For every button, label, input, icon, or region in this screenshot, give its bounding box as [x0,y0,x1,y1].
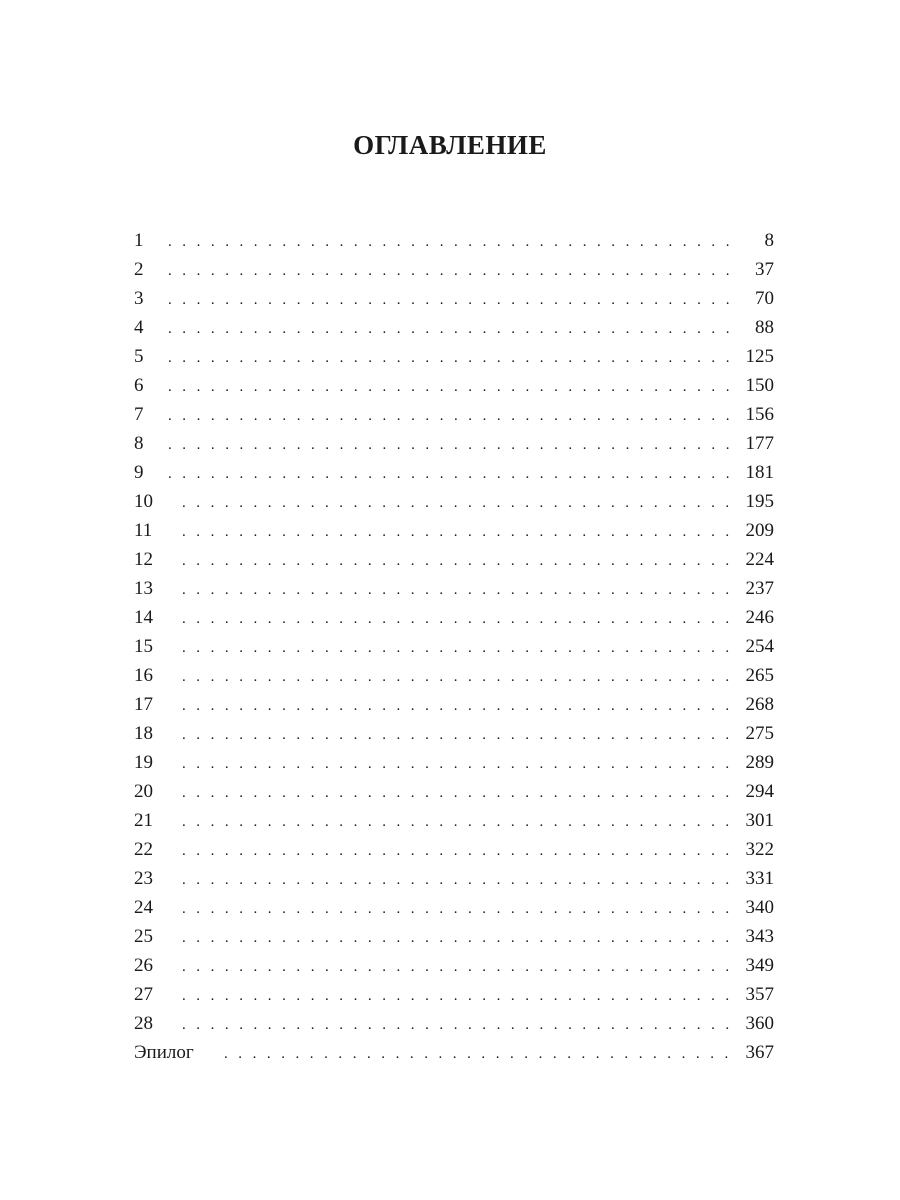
toc-dot-leader [182,808,736,837]
toc-entry-label: 12 [134,549,153,570]
toc-entry-label: 9 [134,462,144,483]
toc-entry-page-number: 125 [745,346,774,367]
toc-entry [134,748,774,777]
toc-dot-leader [168,228,736,257]
toc-entry-label: 20 [134,781,153,802]
toc-entry-page-number: 265 [745,665,774,686]
toc-entry [134,487,774,516]
toc-dot-leader [182,779,736,808]
toc-entry [134,545,774,574]
toc-dot-leader [182,982,736,1011]
table-of-contents [134,226,774,1067]
toc-entry [134,313,774,342]
toc-dot-leader [182,663,736,692]
toc-entry [134,835,774,864]
toc-entry [134,342,774,371]
toc-entry-page-number: 237 [745,578,774,599]
toc-entry-page-number: 357 [745,984,774,1005]
toc-dot-leader [168,460,736,489]
toc-entry [134,632,774,661]
toc-entry [134,400,774,429]
toc-entry [134,603,774,632]
toc-entry [134,951,774,980]
toc-entry-page-number: 181 [745,462,774,483]
toc-entry-label: 19 [134,752,153,773]
toc-dot-leader [168,402,736,431]
toc-dot-leader [182,692,736,721]
toc-entry [134,226,774,255]
toc-entry-page-number: 246 [745,607,774,628]
toc-entry [134,516,774,545]
toc-dot-leader [182,634,736,663]
toc-entry-label: 1 [134,230,144,251]
toc-entry-page-number: 209 [745,520,774,541]
toc-dot-leader [182,576,736,605]
toc-entry-label: 21 [134,810,153,831]
page-title: ОГЛАВЛЕНИЕ [353,130,547,160]
toc-dot-leader [168,315,736,344]
toc-entry-page-number: 8 [764,230,774,251]
toc-entry-page-number: 195 [745,491,774,512]
toc-entry [134,980,774,1009]
toc-dot-leader [168,373,736,402]
toc-entry-label: 10 [134,491,153,512]
toc-dot-leader [224,1040,736,1069]
toc-dot-leader [168,344,736,373]
toc-entry [134,806,774,835]
toc-entry [134,284,774,313]
toc-entry [134,922,774,951]
toc-entry [134,371,774,400]
toc-entry-page-number: 70 [755,288,774,309]
toc-entry-label: 27 [134,984,153,1005]
toc-entry-label: 23 [134,868,153,889]
toc-dot-leader [182,895,736,924]
toc-entry [134,458,774,487]
toc-entry-page-number: 289 [745,752,774,773]
toc-dot-leader [182,953,736,982]
toc-dot-leader [182,605,736,634]
toc-entry-page-number: 349 [745,955,774,976]
toc-entry-page-number: 88 [755,317,774,338]
toc-entry [134,893,774,922]
toc-entry-label: 4 [134,317,144,338]
toc-entry-label: 18 [134,723,153,744]
toc-entry-label: 17 [134,694,153,715]
toc-entry [134,690,774,719]
toc-entry-label: 11 [134,520,153,541]
toc-dot-leader [168,257,736,286]
toc-dot-leader [182,866,736,895]
toc-entry-page-number: 156 [745,404,774,425]
toc-entry-label: 3 [134,288,144,309]
toc-entry-label: 7 [134,404,144,425]
toc-entry-page-number: 294 [745,781,774,802]
toc-entry [134,429,774,458]
toc-entry-page-number: 367 [745,1042,774,1063]
toc-dot-leader [182,1011,736,1040]
toc-entry [134,661,774,690]
toc-dot-leader [182,721,736,750]
toc-dot-leader [168,286,736,315]
toc-dot-leader [182,750,736,779]
toc-entry [134,777,774,806]
toc-entry-label: 15 [134,636,153,657]
toc-entry-page-number: 224 [745,549,774,570]
toc-entry-page-number: 331 [745,868,774,889]
toc-dot-leader [182,489,736,518]
toc-entry-label: 6 [134,375,144,396]
toc-entry-label: Эпилог [134,1042,194,1063]
toc-dot-leader [182,837,736,866]
toc-entry [134,574,774,603]
toc-entry-label: 28 [134,1013,153,1034]
toc-dot-leader [182,518,736,547]
toc-entry-label: 24 [134,897,153,918]
toc-dot-leader [168,431,736,460]
toc-entry-page-number: 37 [755,259,774,280]
toc-entry-label: 16 [134,665,153,686]
toc-entry-page-number: 177 [745,433,774,454]
toc-entry-page-number: 360 [745,1013,774,1034]
toc-entry-page-number: 322 [745,839,774,860]
toc-entry-label: 14 [134,607,153,628]
toc-entry-label: 26 [134,955,153,976]
toc-entry-page-number: 301 [745,810,774,831]
toc-entry [134,1038,774,1067]
toc-entry-label: 8 [134,433,144,454]
toc-entry [134,255,774,284]
toc-entry [134,1009,774,1038]
toc-entry-label: 5 [134,346,144,367]
toc-entry-label: 22 [134,839,153,860]
toc-entry-label: 25 [134,926,153,947]
toc-entry-label: 13 [134,578,153,599]
toc-dot-leader [182,547,736,576]
toc-entry-label: 2 [134,259,144,280]
toc-entry-page-number: 343 [745,926,774,947]
toc-entry-page-number: 254 [745,636,774,657]
toc-dot-leader [182,924,736,953]
toc-entry-page-number: 275 [745,723,774,744]
toc-entry-page-number: 268 [745,694,774,715]
toc-entry-page-number: 340 [745,897,774,918]
toc-entry [134,864,774,893]
toc-entry-page-number: 150 [745,375,774,396]
toc-entry [134,719,774,748]
